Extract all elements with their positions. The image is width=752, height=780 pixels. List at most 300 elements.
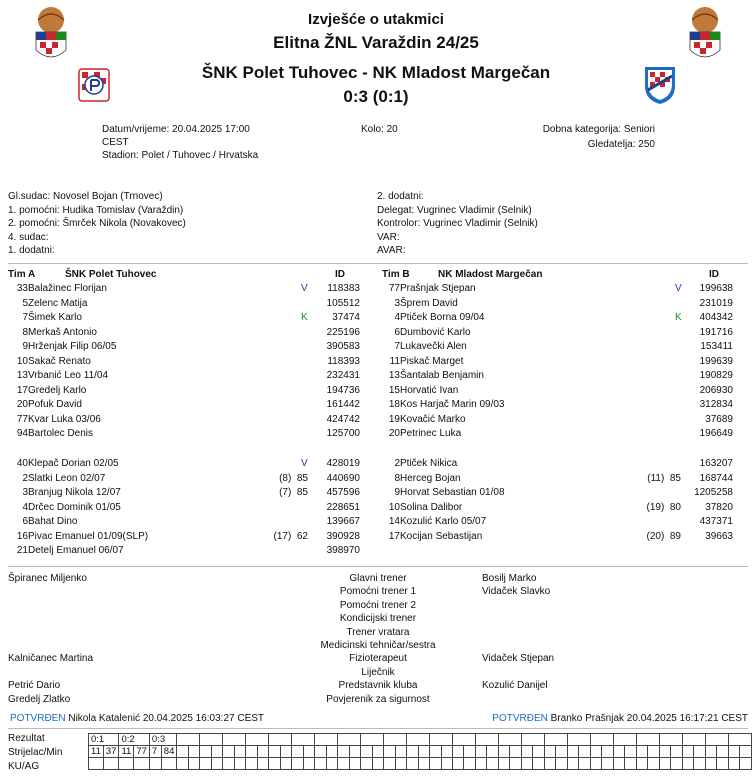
ku-ag-cell [625,758,636,770]
score-cell [269,734,292,746]
scorer-cell [177,746,188,758]
player-number: 5 [22,297,28,309]
captain-mark: K [301,312,308,323]
ku-ag-cell [533,758,544,770]
away-staff-member: Bosilj Marko [482,573,537,584]
result-label: Rezultat [8,733,45,744]
ku-ag-cell [521,758,532,770]
ku-ag-cell [89,758,104,770]
score-cell [475,734,498,746]
ku-ag-cell [498,758,509,770]
score-cell [590,734,613,746]
player-name: Hrženjak Filip 06/05 [28,341,117,352]
home-staff-member: Petrić Dario [8,680,61,692]
scorer-cell [303,746,314,758]
ku-ag-cell [246,758,257,770]
player-id: 191716 [699,326,733,338]
scorer-cell [246,746,257,758]
match-round: Kolo: 20 [361,124,398,135]
official-right: VAR: [377,231,400,243]
scorer-cell: 7 [149,746,161,758]
player-number: 9 [394,487,400,498]
player-name: Ptiček Borna 09/04 [400,312,485,323]
home-staff-member: Kalničanec Martina [8,653,94,665]
away-confirmation [492,713,748,724]
scorer-cell [728,746,739,758]
player-number: 7 [22,312,28,323]
player-id: 194736 [326,384,360,396]
staff-role: Glavni trener [349,573,407,584]
ku-ag-cell [103,758,119,770]
home-team-name: ŠNK Polet Tuhovec [201,63,358,82]
age-category: Dobna kategorija: Seniori [542,124,655,135]
player-name: Petrinec Luka [400,428,462,439]
match-title [0,63,752,83]
player-number: 17 [16,384,28,396]
player-number: 13 [16,370,28,381]
official-right: 2. dodatni: [377,191,424,202]
ku-ag-cell [280,758,291,770]
player-id: 125700 [326,428,360,439]
staff-role: Liječnik [361,666,395,678]
player-name: Kocijan Sebastijan [400,530,483,542]
ku-ag-cell [717,758,728,770]
player-id: 37689 [705,413,733,425]
score-cell [452,734,475,746]
player-name: Drčec Dominik 01/05 [28,501,121,513]
scorer-cell [636,746,647,758]
scorer-cell [659,746,670,758]
staff-role: Predstavnik kluba [338,680,418,692]
score-cell [521,734,544,746]
player-number: 10 [16,355,28,367]
player-id: 424742 [326,413,360,425]
player-name: Vrbanić Leo 11/04 [28,370,109,381]
player-name: Gredelj Karlo [28,384,87,396]
scorer-cell [452,746,463,758]
player-name: Prašnjak Stjepan [400,283,476,294]
player-number: 4 [394,312,400,323]
scorer-cell [521,746,532,758]
ku-ag-cell [149,758,161,770]
team-b-id-header: ID [709,269,719,280]
scorer-cell [430,746,441,758]
score-cell [498,734,521,746]
staff-role: Pomoćni trener 2 [339,599,417,611]
home-staff-member: Špiranec Miljenko [8,573,87,584]
home-confirmation [10,713,264,724]
scorer-cell [556,746,567,758]
scorer-cell [544,746,555,758]
player-id: 390583 [326,341,360,352]
player-number: 20 [16,399,28,410]
ku-ag-cell [475,758,486,770]
score-cell [682,734,705,746]
ku-ag-cell [384,758,395,770]
player-number: 18 [388,399,400,410]
player-number: 13 [388,370,400,381]
goalkeeper-mark: V [301,458,308,469]
final-score: 0:3 (0:1) [343,87,409,106]
player-id: 312834 [699,399,733,410]
score-cell [659,734,682,746]
ku-ag-cell [349,758,360,770]
ku-ag-cell [407,758,418,770]
ku-ag-cell [292,758,303,770]
score-cell [544,734,567,746]
player-number: 6 [394,326,400,338]
player-id: 139667 [326,516,360,527]
away-staff-member: Vidaček Slavko [482,586,551,598]
ku-ag-cell [613,758,624,770]
staff-role: Fizioterapeut [349,653,407,665]
ku-ag-cell [590,758,601,770]
player-id: 190829 [699,370,733,381]
score-cell [361,734,384,746]
score-cell: 0:2 [119,734,149,746]
scorer-cell [705,746,716,758]
scorer-cell [487,746,498,758]
scorer-cell: 84 [161,746,177,758]
scorer-cell [407,746,418,758]
player-id: 232431 [326,370,360,381]
scorer-cell [567,746,578,758]
spectators: Gledatelja: 250 [587,139,655,150]
ku-ag-cell [648,758,659,770]
ku-ag-cell [694,758,705,770]
player-name: Sakač Renato [28,355,91,367]
scorer-cell [361,746,372,758]
staff-role: Kondicijski trener [339,613,417,625]
player-name: Zelenc Matija [28,297,88,309]
away-confirmed-by: Branko Prašnjak 20.04.2025 16:17:21 CEST [550,713,748,724]
scorer-cell [533,746,544,758]
player-id: 199638 [699,283,733,294]
official-right: AVAR: [377,245,406,256]
player-name: Solina Dalibor [400,501,463,513]
scorer-cell [257,746,268,758]
scorer-cell [315,746,326,758]
scorer-cell: 11 [89,746,104,758]
player-id: 404342 [699,312,733,323]
match-datetime: Datum/vrijeme: 20.04.2025 17:00 [102,124,250,135]
player-name: Kvar Luka 03/06 [28,413,101,425]
ku-ag-cell [418,758,429,770]
scorer-cell [625,746,636,758]
player-id: 440690 [326,472,360,484]
official-left: Gl.sudac: Novosel Bojan (Trnovec) [8,191,163,202]
official-left: 2. pomoćni: Šmrček Nikola (Novakovec) [8,218,186,229]
player-name: Bartolec Denis [28,428,94,439]
score-cell [384,734,407,746]
score-cell [407,734,430,746]
substitution-info: (17) 62 [273,530,308,542]
ku-ag-cell [430,758,441,770]
player-name: Dumbović Karlo [400,326,471,338]
result-grid-row [89,746,752,758]
player-number: 94 [16,428,28,439]
official-right: Kontrolor: Vugrinec Vladimir (Selnik) [377,218,538,229]
player-number: 20 [388,428,400,439]
ku-ag-cell [257,758,268,770]
score-cell [613,734,636,746]
match-timezone: CEST [102,137,129,148]
scorer-cell [717,746,728,758]
scorer-cell [326,746,337,758]
player-name: Lukavečki Alen [400,341,467,352]
ku-ag-cell [452,758,463,770]
player-id: 428019 [326,458,360,469]
player-number: 77 [388,283,400,294]
player-name: Detelj Emanuel 06/07 [28,545,124,556]
player-id: 105512 [326,297,360,309]
substitution-info: (20) 89 [646,530,681,542]
report-title: Izvješće o utakmici [308,11,444,28]
ku-ag-cell [682,758,693,770]
player-id: 437371 [699,516,733,527]
player-number: 15 [388,384,400,396]
home-confirmed-tag: POTVRĐEN [10,713,66,724]
player-number: 14 [388,516,400,527]
player-id: 39663 [705,530,733,542]
official-left: 1. pomoćni: Hudika Tomislav (Varaždin) [8,204,184,216]
player-number: 4 [22,501,28,513]
ku-ag-cell [303,758,314,770]
staff-role: Povjerenik za sigurnost [326,693,430,705]
ku-ag-cell [315,758,326,770]
score-cell [177,734,200,746]
player-name: Ptiček Nikica [400,458,458,469]
ku-ag-cell [602,758,613,770]
player-name: Piskač Marget [400,355,464,367]
player-number: 9 [22,341,28,352]
away-team-name: NK Mladost Margečan [372,63,551,82]
scorer-cell [395,746,406,758]
ku-ag-cell [161,758,177,770]
player-id: 1205258 [694,487,733,498]
away-confirmed-tag: POTVRĐEN [492,713,548,724]
staff-role: Medicinski tehničar/sestra [320,640,436,651]
ku-ag-cell [544,758,555,770]
player-id: 457596 [326,487,360,498]
score-cell [636,734,659,746]
scorer-cell [590,746,601,758]
scorer-cell [602,746,613,758]
ku-ag-cell [487,758,498,770]
player-name: Slatki Leon 02/07 [28,472,106,484]
substitution-info: (8) 85 [279,472,308,484]
ku-ag-cell [510,758,521,770]
player-name: Merkaš Antonio [28,326,97,338]
ku-ag-cell [395,758,406,770]
official-right: Delegat: Vugrinec Vladimir (Selnik) [377,204,532,216]
ku-ag-cell [211,758,222,770]
ku-ag-cell [372,758,383,770]
substitution-info: (7) 85 [279,487,308,498]
ku-ag-cell [728,758,739,770]
scorer-cell [372,746,383,758]
player-number: 2 [22,472,28,484]
scorer-cell [280,746,291,758]
player-id: 168744 [699,472,733,484]
player-name: Herceg Bojan [400,472,461,484]
player-id: 228651 [326,501,360,513]
player-id: 161442 [326,399,360,410]
player-number: 10 [388,501,400,513]
scorer-cell: 77 [134,746,150,758]
score-cell [567,734,590,746]
away-staff-member: Kozulić Danijel [482,680,548,692]
substitution-info: (11) 85 [647,472,681,484]
goalkeeper-mark: V [301,283,308,294]
player-number: 3 [394,297,400,309]
score-cell [292,734,315,746]
player-id: 225196 [326,326,360,338]
ku-ag-cell [441,758,452,770]
player-name: Horvatić Ivan [400,384,459,396]
scorer-cell [464,746,475,758]
competition-name: Elitna ŽNL Varaždin 24/25 [273,33,479,52]
ku-ag-cell [705,758,716,770]
ku-ag-cell [659,758,670,770]
player-name: Šantalab Benjamin [400,370,484,381]
staff-role: Trener vratara [346,626,410,638]
player-id: 206930 [699,384,733,396]
player-id: 118393 [327,355,360,367]
ku-ag-cell [338,758,349,770]
ku-ag-cell [636,758,647,770]
score-cell [315,734,338,746]
scorer-cell [338,746,349,758]
official-left: 4. sudac: [8,231,49,243]
player-name: Kozulić Karlo 05/07 [400,516,487,527]
scorer-cell [648,746,659,758]
score-cell [200,734,223,746]
player-name: Pivac Emanuel 01/09(SLP) [28,530,149,542]
player-name: Horvat Sebastian 01/08 [400,487,505,498]
scorer-cell [475,746,486,758]
ku-ag-cell [671,758,682,770]
score-cell: 0:1 [89,734,119,746]
player-id: 118383 [327,283,360,294]
team-b-label: Tim B [382,269,410,280]
staff-role: Pomoćni trener 1 [339,586,417,598]
score-cell [246,734,269,746]
player-number: 77 [16,413,28,425]
scorer-cell [384,746,395,758]
ku-ag-cell [269,758,280,770]
player-number: 11 [389,355,400,367]
player-id: 196649 [699,428,733,439]
teams-separator: - [357,63,373,82]
team-a-name: ŠNK Polet Tuhovec [65,269,157,280]
player-name: Pofuk David [28,399,82,410]
official-left: 1. dodatni: [8,245,55,256]
player-name: Šimek Karlo [28,312,82,323]
player-id: 37474 [332,312,360,323]
scorer-cell [223,746,234,758]
scorer-cell [418,746,429,758]
team-a-id-header: ID [335,269,345,280]
captain-mark: K [675,312,682,323]
ku-ag-cell [119,758,134,770]
score-cell [223,734,246,746]
result-grid [88,733,752,770]
ku-ag-cell [361,758,372,770]
ku-ag-cell [188,758,199,770]
player-number: 7 [394,341,400,352]
ku-ag-cell [567,758,578,770]
player-name: Kos Harjač Marin 09/03 [400,399,505,410]
player-number: 16 [16,530,28,542]
score-cell [728,734,751,746]
ku-ag-cell [464,758,475,770]
player-id: 37820 [705,501,733,513]
ku-ag-cell [200,758,211,770]
player-name: Šprem David [400,297,458,309]
scorer-cell [349,746,360,758]
player-name: Kovačić Marko [400,413,466,425]
ku-ag-cell [177,758,188,770]
player-id: 199639 [699,355,733,367]
player-number: 40 [16,458,28,469]
ku-ag-cell [223,758,234,770]
player-name: Bahat Dino [28,516,78,527]
score-cell: 0:3 [149,734,176,746]
player-id: 398970 [326,545,360,556]
player-number: 8 [394,472,400,484]
score-cell [338,734,361,746]
ku-ag-cell [234,758,245,770]
scorer-cell [671,746,682,758]
scorer-cell [740,746,752,758]
scorer-cell [579,746,590,758]
player-number: 6 [22,516,28,527]
scorer-cell [234,746,245,758]
ku-ag-cell [326,758,337,770]
scorer-cell [498,746,509,758]
home-confirmed-by: Nikola Katalenić 20.04.2025 16:03:27 CEST [68,713,265,724]
scorer-cell [613,746,624,758]
scorer-label: Strijelac/Min [8,747,63,758]
team-a-label: Tim A [8,269,36,280]
scorer-cell [694,746,705,758]
away-staff-member: Vidaček Stjepan [482,653,555,665]
scorer-cell [269,746,280,758]
player-number: 17 [388,530,400,542]
player-number: 3 [22,487,28,498]
home-staff-member: Gredelj Zlatko [8,693,71,705]
result-grid-row [89,758,752,770]
match-stadium: Stadion: Polet / Tuhovec / Hrvatska [102,150,259,161]
ku-ag-cell [740,758,752,770]
substitution-info: (19) 80 [646,501,681,513]
player-id: 231019 [699,297,733,309]
scorer-cell [211,746,222,758]
scorer-cell [682,746,693,758]
scorer-cell [188,746,199,758]
ku-ag-label: KU/AG [8,761,40,772]
ku-ag-cell [134,758,150,770]
player-id: 153411 [700,341,733,352]
ku-ag-cell [556,758,567,770]
scorer-cell: 11 [119,746,134,758]
result-grid-row [89,734,752,746]
scorer-cell: 37 [103,746,119,758]
scorer-cell [292,746,303,758]
scorer-cell [510,746,521,758]
scorer-cell [200,746,211,758]
